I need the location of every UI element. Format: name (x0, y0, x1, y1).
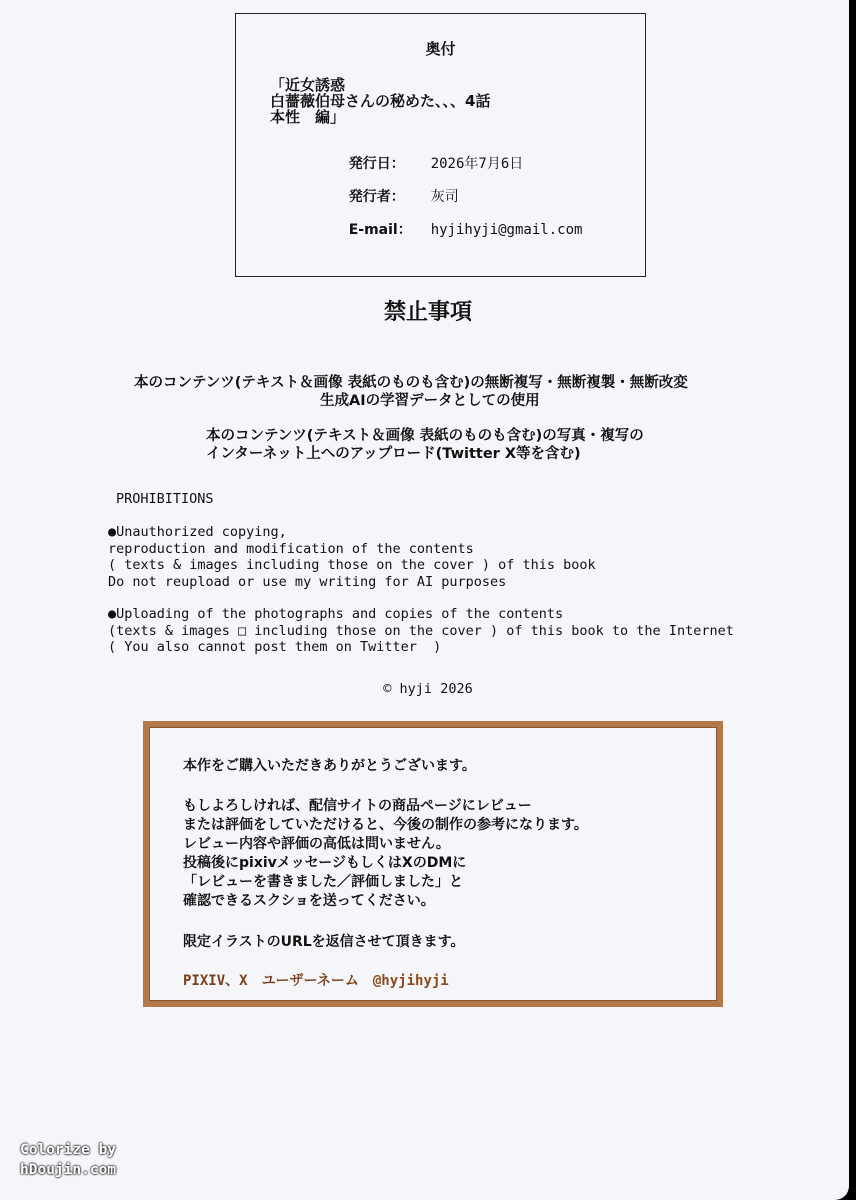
notice-thanks: 本作をご購入いただきありがとうございます。 (183, 758, 476, 774)
jp-prohibition-1-line-1: 本のコンテンツ(テキスト＆画像 表紙のものも含む)の無断複写・無断複製・無断改変 (134, 375, 688, 391)
review-notice-box (143, 721, 723, 1007)
username-handle: @hyjihyji (372, 973, 449, 989)
publisher-value: 灰司 (430, 189, 459, 205)
en-prohibition-1: ●Unauthorized copying, reproduction and modification of the contents ( texts & images including those on the cover ) of this book Do not reupload or use my writing for AI purposes (108, 524, 596, 590)
book-title: 「近女誘惑 白薔薇伯母さんの秘めた、、、4話 本性 編」 (270, 76, 491, 126)
jp-prohibition-2-line-2: インターネット上へのアップロード(Twitter X等を含む) (206, 446, 581, 462)
prohibitions-heading: 禁止事項 (383, 300, 472, 325)
username-label: PIXIV、X ユーザーネーム (183, 973, 373, 989)
publish-date-label: 発行日： (348, 156, 405, 172)
colophon-title: 奥付 (425, 40, 456, 58)
email-row (322, 203, 582, 255)
notice-footer (183, 970, 449, 990)
jp-prohibition-2-line-1: 本のコンテンツ(テキスト＆画像 表紙のものも含む)の写真・複写の (206, 428, 644, 444)
publish-date-value: 2026年7月6日 (430, 156, 524, 172)
en-prohibition-2: ●Uploading of the photographs and copies of the contents (texts & images □ including those on the cover ) of this book to the Internet ( You also cannot post them on Twitter ) (108, 606, 734, 655)
colophon-box (235, 13, 646, 277)
jp-prohibition-1-line-2: 生成AIの学習データとしての使用 (320, 393, 540, 409)
notice-reward: 限定イラストのURLを返信させて頂きます。 (183, 934, 465, 950)
publisher-label: 発行者： (348, 189, 405, 205)
colorize-credit: Colorize by hDoujin.com (20, 1142, 117, 1178)
en-prohibitions-heading: PROHIBITIONS (116, 491, 214, 507)
notice-body: もしよろしければ、配信サイトの商品ページにレビュー または評価をしていただけると、今後の制作の参考になります。 レビュー内容や評価の高低は問いません。 投稿後にpixivメッセージもしくはXのDMに 「レビューを書きました／評価しました」と 確認できるスクショを送ってください。 (183, 798, 588, 909)
copyright-notice: © hyji 2026 (383, 681, 473, 697)
email-value: hyjihyji@gmail.com (430, 222, 583, 238)
email-label: E-mail： (348, 222, 412, 238)
